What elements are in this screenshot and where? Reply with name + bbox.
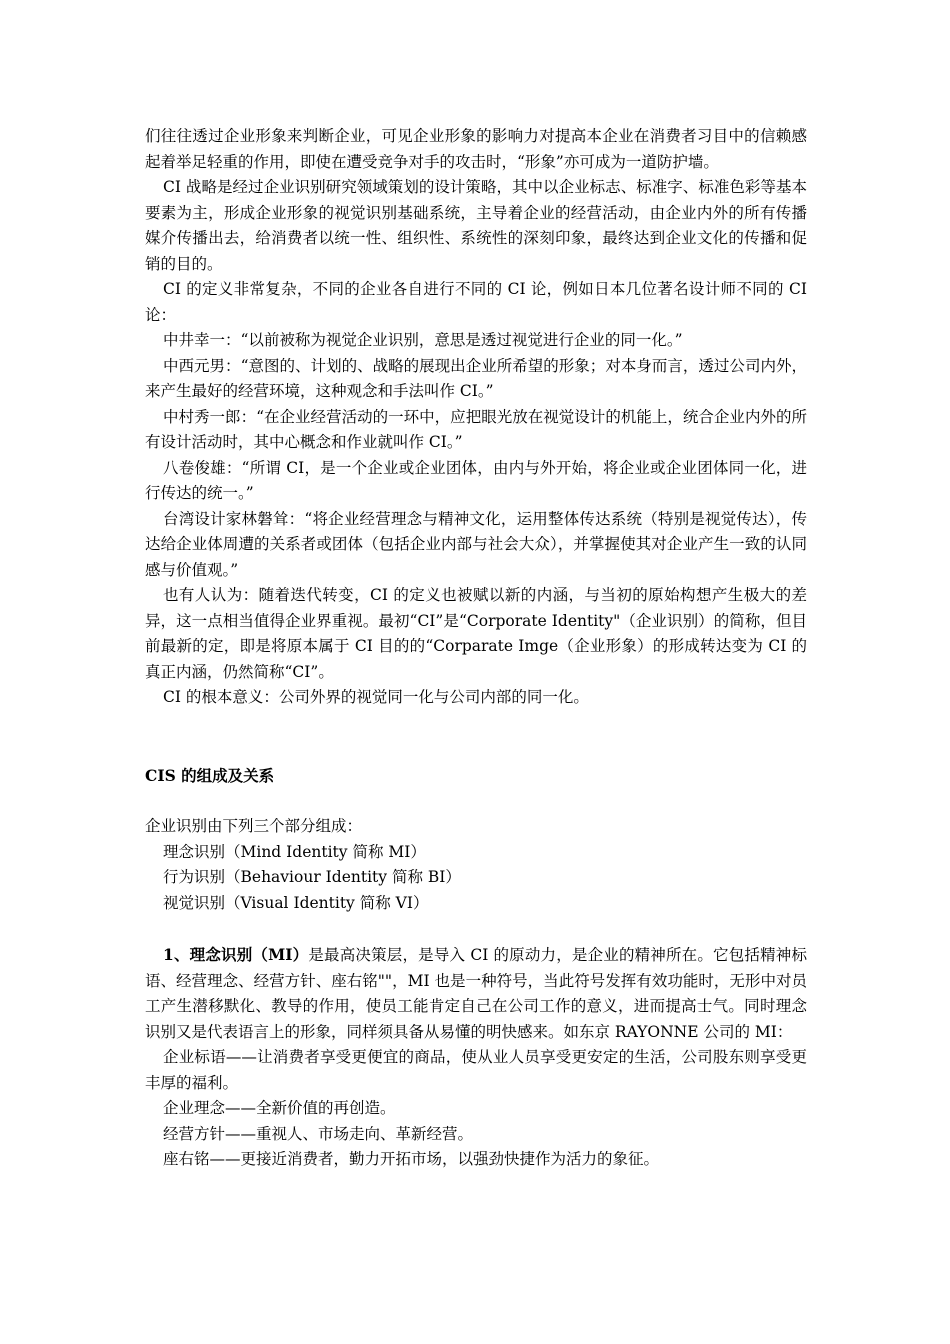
mi-policy: 经营方针——重视人、市场走向、革新经营。: [163, 1124, 474, 1143]
paragraph-others-view: 也有人认为：随着迭代转变，CI 的定义也被赋以新的内涵，与当初的原始构想产生极大的差异，这一点相当值得企业界重视。最初“CI”是“Corporate Identity"（企业识别）的简称，但目前最新的定，即是将原本属于 CI 目的的“Corparate Imge（企业形象）的形成转达变为 CI 的真正内涵，仍然简称“CI”。: [145, 586, 807, 681]
mi-slogan: 企业标语——让消费者享受更便宜的商品，使从业人员享受更安定的生活，公司股东则享受更丰厚的福利。: [145, 1048, 807, 1092]
section-heading: CIS 的组成及关系: [145, 765, 275, 785]
document-page: [145, 124, 807, 1173]
mi-philosophy: 企业理念——全新价值的再创造。: [163, 1099, 396, 1117]
paragraph-mi-description: [145, 942, 807, 1045]
mi-label: 1、理念识别（MI）: [163, 945, 309, 964]
quote-lin: 台湾设计家林磐耸：“将企业经营理念与精神文化，运用整体传达系统（特别是视觉传达），传达给企业体周遭的关系者或团体（包括企业内部与社会大众），并掌握使其对企业产生一致的认同感与价值观。”: [145, 509, 807, 579]
paragraph-ci-strategy: CI 战略是经过企业识别研究领域策划的设计策略，其中以企业标志、标准字、标准色彩等基本要素为主，形成企业形象的视觉识别基础系统，主导着企业的经营活动，由企业内外的所有传播媒介传播出去，给消费者以统一性、组织性、系统性的深刻印象，最终达到企业文化的传播和促销的目的。: [145, 178, 807, 273]
paragraph-ci-definition: CI 的定义非常复杂，不同的企业各自进行不同的 CI 论，例如日本几位著名设计师不同的 CI 论：: [145, 280, 807, 324]
paragraph-intro: 们往往透过企业形象来判断企业，可见企业形象的影响力对提高本企业在消费者习目中的信赖感起着举足轻重的作用，即使在遭受竞争对手的攻击时，“形象”亦可成为一道防护墙。: [145, 127, 807, 171]
quote-yamaki: 八卷俊雄：“所谓 CI，是一个企业或企业团体，由内与外开始，将企业或企业团体同一化，进行传达的统一。”: [145, 458, 807, 502]
list-item-bi: 行为识别（Behaviour Identity 简称 BI）: [163, 868, 461, 886]
quote-nakai: 中井幸一：“以前被称为视觉企业识别，意思是透过视觉进行企业的同一化。”: [163, 331, 683, 349]
spacer: [145, 916, 807, 942]
mi-text: 是最高决策层，是导入 CI 的原动力，是企业的精神所在。它包括精神标语、经营理念、经营方针、座右铭""，MI 也是一种符号，当此符号发挥有效功能时，无形中对员工产生潜移默化、教导的作用，使员工能肯定自己在公司工作的意义，进而提高士气。同时理念识别又是代表语言上的形象，同样须具备从易懂的明快感来。如东京 RAYONNE 公司的 MI：: [145, 946, 807, 1041]
list-item-mi: 理念识别（Mind Identity 简称 MI）: [163, 842, 426, 861]
mi-motto: 座右铭——更接近消费者，勤力开拓市场，以强劲快捷作为活力的象征。: [163, 1150, 660, 1168]
spacer: [145, 711, 807, 763]
paragraph-ci-meaning: CI 的根本意义：公司外界的视觉同一化与公司内部的同一化。: [163, 688, 589, 706]
quote-nakamura: 中村秀一郎：“在企业经营活动的一环中，应把眼光放在视觉设计的机能上，统合企业内外的所有设计活动时，其中心概念和作业就叫作 CI。”: [145, 407, 807, 451]
paragraph-parts-intro: 企业识别由下列三个部分组成：: [145, 817, 363, 835]
spacer: [145, 788, 807, 814]
list-item-vi: 视觉识别（Visual Identity 简称 VI）: [163, 893, 429, 912]
quote-nakanishi: 中西元男：“意图的、计划的、战略的展现出企业所希望的形象；对本身而言，透过公司内外，来产生最好的经营环境，这种观念和手法叫作 CI。”: [145, 356, 807, 400]
